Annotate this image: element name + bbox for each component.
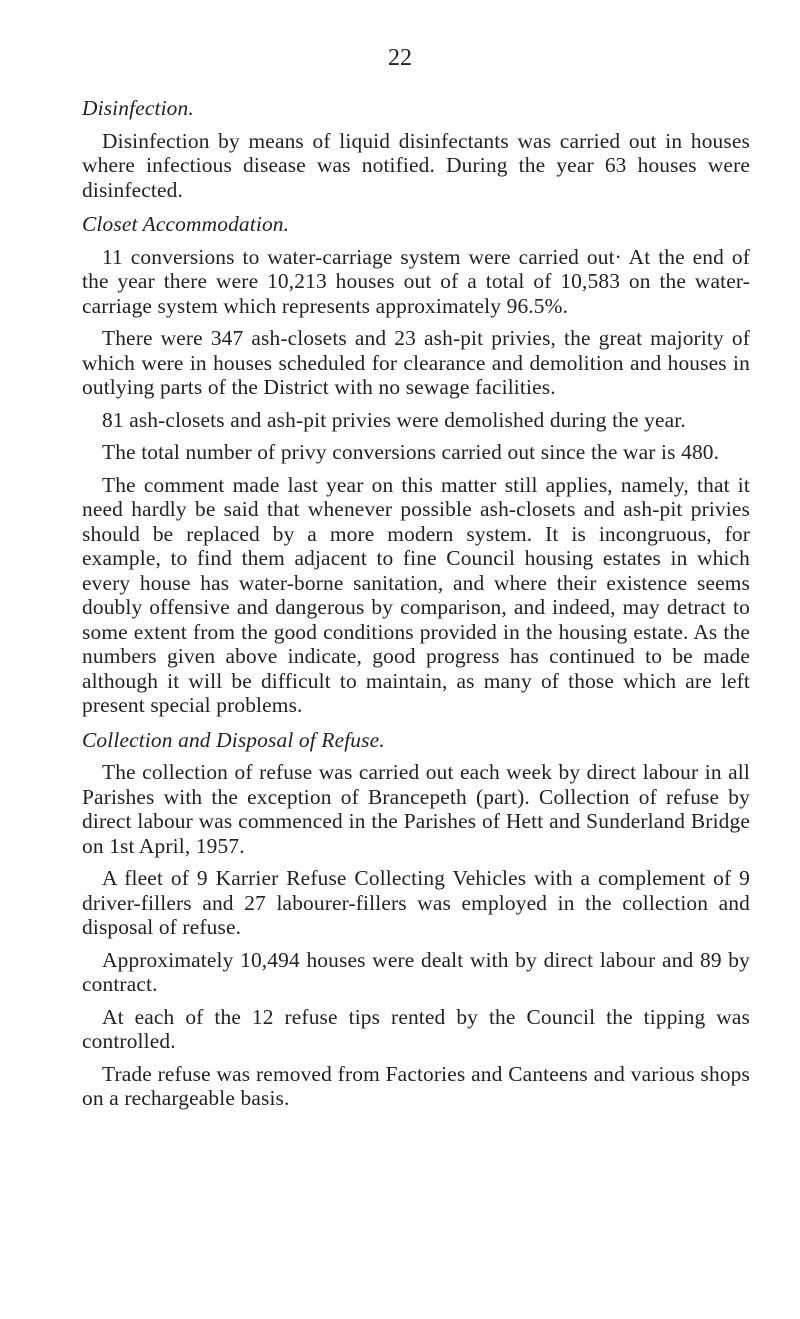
section-heading: Collection and Disposal of Refuse. <box>82 727 385 752</box>
paragraph: The comment made last year on this matter still applies, namely, that it need hardly be said that whenever possible ash-closets and ash-pit privies should be replaced by a more modern system. It is incongruous, for example, to find them adjacent to fine Council housing estates in which every house has water-borne sanitation, and where their existence seems doubly offensive and dangerous by comparison, and indeed, may detract to some extent from the good conditions provided in the housing estate. As the numbers given above indicate, good progress has continued to be made although it will be difficult to maintain, as many of those which are left present special problems. <box>82 472 750 717</box>
document-body <box>82 96 750 1119</box>
paragraph: The total number of privy conversions carried out since the war is 480. <box>102 440 720 464</box>
paragraph: 81 ash-closets and ash-pit privies were demolished during the year. <box>102 407 686 432</box>
paragraph: Approximately 10,494 houses were dealt with by direct labour and 89 by contract. <box>82 947 750 996</box>
paragraph: A fleet of 9 Karrier Refuse Collecting Vehicles with a complement of 9 driver-fillers and 27 labourer-fillers was employed in the collection and disposal of refuse. <box>82 866 750 939</box>
page-number: 22 <box>388 45 412 71</box>
section-heading: Closet Accommodation. <box>82 212 290 236</box>
section-closet-accommodation <box>82 212 750 718</box>
paragraph: At each of the 12 refuse tips rented by the Council the tipping was controlled. <box>82 1004 750 1053</box>
paragraph: Disinfection by means of liquid disinfectants was carried out in houses where infectious disease was notified. During the year 63 houses were disinfected. <box>82 128 750 202</box>
section-refuse-collection <box>82 728 750 1111</box>
paragraph: There were 347 ash-closets and 23 ash-pit privies, the great majority of which were in houses scheduled for clearance and demolition and houses in outlying parts of the District with no sewage facilities. <box>82 326 750 399</box>
section-disinfection <box>82 96 750 202</box>
paragraph: 11 conversions to water-carriage system were carried out· At the end of the year there were 10,213 houses out of a total of 10,583 on the water-carriage system which represents approximately 96.5%. <box>82 244 750 318</box>
paragraph: The collection of refuse was carried out each week by direct labour in all Parishes with the exception of Brancepeth (part). Collection of refuse by direct labour was commenced in the Parishes of Hett and Sunderland Bridge on 1st April, 1957. <box>82 760 750 858</box>
paragraph: Trade refuse was removed from Factories and Canteens and various shops on a rechargeable basis. <box>82 1061 750 1110</box>
section-heading: Disinfection. <box>82 96 194 120</box>
